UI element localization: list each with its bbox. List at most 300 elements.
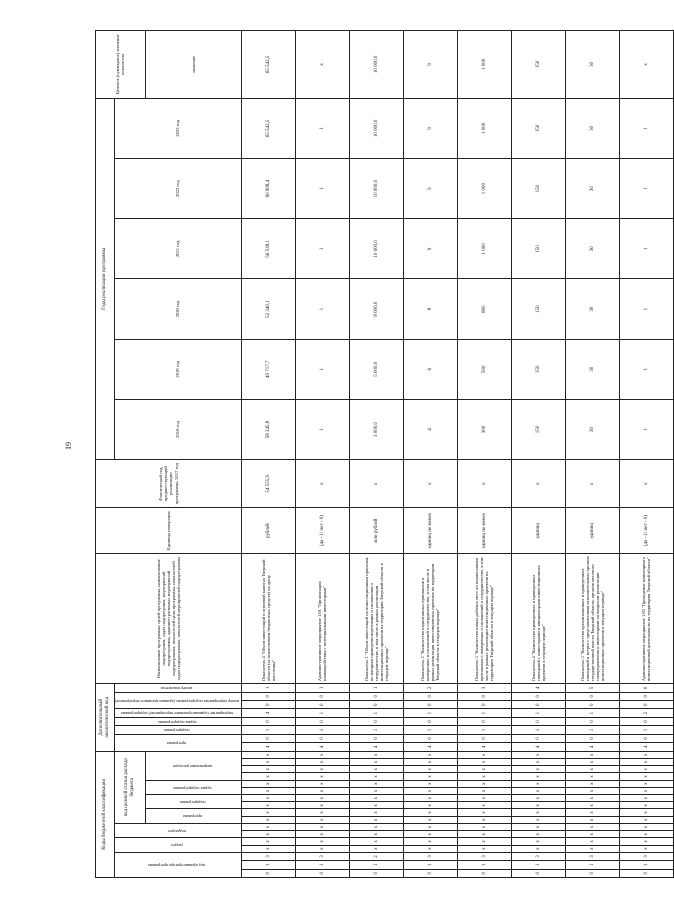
- table-row: [241, 31, 295, 878]
- year-value: 5 000,0: [349, 339, 403, 399]
- y2022-header: 2022 год: [115, 159, 242, 219]
- code-cell: 1: [241, 684, 295, 692]
- code-cell: 0: [511, 717, 565, 725]
- program-code-header: программа: [145, 809, 241, 823]
- year-value: 9: [403, 98, 457, 158]
- row-unit: единиц не менее: [403, 508, 457, 554]
- code-cell: 1: [565, 709, 619, 717]
- year-value: 65 542,5: [241, 98, 295, 158]
- code-cell: 0: [349, 692, 403, 700]
- code-cell: x: [241, 773, 295, 780]
- code-cell: 1: [295, 684, 349, 692]
- code-cell: 0: [403, 700, 457, 708]
- code-cell: x: [511, 751, 565, 758]
- row-unit: единиц: [565, 508, 619, 554]
- year-value: 1: [295, 98, 349, 158]
- table-row: [565, 31, 619, 878]
- code-cell: 4: [349, 743, 403, 751]
- code-cell: x: [349, 751, 403, 758]
- year-value: 1: [295, 339, 349, 399]
- code-cell: x: [565, 831, 619, 838]
- code-cell: x: [349, 766, 403, 773]
- year-value: 10 000,0: [349, 31, 403, 99]
- code-cell: 4: [241, 743, 295, 751]
- year-value: 65 542,5: [241, 31, 295, 99]
- a-indicator-no-header: номер показателя: [115, 684, 242, 692]
- year-value: 1 000: [457, 98, 511, 158]
- year-value: 9: [403, 159, 457, 219]
- year-value: 30: [565, 339, 619, 399]
- code-cell: x: [241, 823, 295, 830]
- code-cell: x: [619, 787, 673, 794]
- year-value: 300: [457, 399, 511, 459]
- year-value: 10 000,0: [349, 98, 403, 158]
- code-cell: x: [619, 780, 673, 787]
- year-value: x: [295, 31, 349, 99]
- year-value: 150: [511, 31, 565, 99]
- subprogram-code-header: подпрограмма: [145, 794, 241, 808]
- code-cell: 0: [511, 869, 565, 877]
- table-row: [349, 31, 403, 878]
- row-name: Показатель 4 "Количество проведенных и проведенных совещаний с инвесторами и инициаторами инвестиционных проектов в текущем периоде": [511, 554, 565, 684]
- code-cell: x: [295, 773, 349, 780]
- code-cell: x: [457, 838, 511, 845]
- code-cell: x: [403, 751, 457, 758]
- fact-year-header: Фактический год, предшествующий реализации программы, 2017 год: [96, 460, 242, 508]
- code-cell: 0: [619, 717, 673, 725]
- code-cell: x: [619, 773, 673, 780]
- row-fact: x: [511, 460, 565, 508]
- year-value: 8: [403, 279, 457, 339]
- code-cell: x: [619, 802, 673, 809]
- code-cell: 1: [295, 709, 349, 717]
- code-cell: x: [241, 845, 295, 852]
- code-cell: x: [565, 766, 619, 773]
- row-name: Показатель 1 "Объем инвестиций по инвестиционным проектам, по которым проведены переговоры и соглашения о сотрудничестве, в том числе в рамках реализации инвестиционных проектов на территории Тверской области в текущем периоде": [349, 554, 403, 684]
- a-indicator-type-header: номер мероприятия подпрограммы (административное мероприятие): [115, 692, 242, 709]
- code-cell: x: [619, 845, 673, 852]
- code-cell: x: [403, 787, 457, 794]
- code-cell: x: [295, 838, 349, 845]
- code-cell: 1: [511, 861, 565, 869]
- row-fact: x: [295, 460, 349, 508]
- code-cell: x: [403, 816, 457, 823]
- year-value: 10 000,0: [349, 219, 403, 279]
- code-cell: x: [565, 794, 619, 801]
- code-cell: x: [457, 794, 511, 801]
- code-cell: x: [565, 780, 619, 787]
- code-cell: 0: [403, 734, 457, 742]
- page-number: 19: [64, 442, 73, 450]
- year-value: 1: [295, 399, 349, 459]
- code-cell: x: [403, 758, 457, 765]
- code-cell: 0: [241, 734, 295, 742]
- year-value: 150: [511, 279, 565, 339]
- year-value: 3 000,0: [349, 399, 403, 459]
- table-row: [295, 31, 349, 878]
- code-cell: x: [349, 802, 403, 809]
- code-cell: 0: [457, 717, 511, 725]
- code-cell: x: [295, 816, 349, 823]
- code-cell: x: [619, 816, 673, 823]
- code-cell: 0: [349, 700, 403, 708]
- code-cell: x: [511, 831, 565, 838]
- code-cell: 3: [619, 852, 673, 860]
- code-cell: x: [511, 773, 565, 780]
- code-cell: x: [241, 838, 295, 845]
- row-fact: x: [619, 460, 673, 508]
- code-cell: x: [511, 816, 565, 823]
- code-cell: x: [619, 831, 673, 838]
- code-cell: x: [403, 845, 457, 852]
- year-value: 30: [565, 98, 619, 158]
- code-cell: x: [241, 766, 295, 773]
- code-cell: 2: [619, 709, 673, 717]
- code-cell: x: [619, 758, 673, 765]
- code-cell: x: [349, 838, 403, 845]
- code-cell: x: [403, 794, 457, 801]
- code-cell: x: [565, 809, 619, 816]
- analytic-code-header: Дополнительный аналитический код: [96, 684, 115, 751]
- y2019-header: 2019 год: [115, 339, 242, 399]
- code-cell: x: [403, 831, 457, 838]
- admin-code-header: код администратора программы: [115, 852, 242, 877]
- year-value: 30: [565, 31, 619, 99]
- code-cell: x: [565, 787, 619, 794]
- code-cell: 0: [565, 717, 619, 725]
- code-cell: x: [511, 780, 565, 787]
- code-cell: 4: [241, 709, 295, 717]
- code-cell: 1: [457, 709, 511, 717]
- code-cell: 0: [565, 869, 619, 877]
- code-cell: 1: [457, 861, 511, 869]
- code-cell: x: [241, 751, 295, 758]
- code-cell: 0: [565, 692, 619, 700]
- code-cell: 4: [457, 743, 511, 751]
- code-cell: 0: [457, 700, 511, 708]
- program-table: [95, 30, 674, 878]
- code-cell: x: [511, 787, 565, 794]
- code-cell: x: [511, 823, 565, 830]
- code-cell: 3: [565, 852, 619, 860]
- code-cell: 0: [511, 692, 565, 700]
- code-cell: 4: [565, 743, 619, 751]
- code-cell: 1: [457, 726, 511, 734]
- code-cell: x: [349, 823, 403, 830]
- a-event-header: мероприятие (административное мероприятие) подпрограммы: [115, 709, 242, 717]
- code-cell: 0: [457, 734, 511, 742]
- code-cell: 0: [295, 692, 349, 700]
- code-cell: 1: [241, 726, 295, 734]
- code-cell: 4: [619, 743, 673, 751]
- code-cell: x: [511, 809, 565, 816]
- code-cell: x: [619, 794, 673, 801]
- code-cell: x: [565, 845, 619, 852]
- podrazdel-header: подраздел: [115, 823, 242, 837]
- year-value: 150: [511, 219, 565, 279]
- code-cell: x: [295, 751, 349, 758]
- code-cell: x: [619, 751, 673, 758]
- code-cell: 1: [403, 709, 457, 717]
- years-header: Годы реализации программы: [96, 98, 115, 459]
- year-value: 60 908,4: [241, 159, 295, 219]
- code-cell: 0: [565, 700, 619, 708]
- code-cell: 1: [565, 726, 619, 734]
- code-cell: 0: [457, 692, 511, 700]
- year-value: 800: [457, 279, 511, 339]
- code-cell: 0: [295, 717, 349, 725]
- row-fact: x: [457, 460, 511, 508]
- code-cell: 4: [511, 684, 565, 692]
- code-cell: 0: [511, 734, 565, 742]
- code-cell: 1: [619, 726, 673, 734]
- code-cell: 0: [403, 717, 457, 725]
- code-cell: x: [565, 838, 619, 845]
- row-fact: 54 555,9: [241, 460, 295, 508]
- code-cell: x: [565, 816, 619, 823]
- code-cell: 0: [241, 869, 295, 877]
- code-cell: 0: [349, 869, 403, 877]
- code-cell: x: [457, 802, 511, 809]
- row-unit: (да - 1/ нет - 0): [295, 508, 349, 554]
- year-value: 9: [403, 31, 457, 99]
- year-value: 500: [457, 339, 511, 399]
- code-cell: 0: [619, 700, 673, 708]
- code-cell: x: [295, 831, 349, 838]
- year-value: 1: [619, 399, 673, 459]
- row-fact: x: [403, 460, 457, 508]
- code-cell: 2: [403, 684, 457, 692]
- code-cell: 0: [565, 734, 619, 742]
- code-cell: x: [349, 787, 403, 794]
- code-cell: x: [295, 758, 349, 765]
- task-code-header: задача подпрограммы: [145, 780, 241, 794]
- code-cell: 0: [619, 692, 673, 700]
- code-cell: x: [457, 773, 511, 780]
- code-cell: x: [457, 751, 511, 758]
- code-cell: x: [295, 809, 349, 816]
- year-value: 150: [511, 159, 565, 219]
- year-value: 1: [619, 339, 673, 399]
- document-sheet: [95, 30, 652, 878]
- code-cell: x: [349, 758, 403, 765]
- code-cell: 0: [241, 700, 295, 708]
- year-value: 1 000: [457, 159, 511, 219]
- row-fact: x: [349, 460, 403, 508]
- code-cell: x: [241, 802, 295, 809]
- year-value: 1: [619, 159, 673, 219]
- year-value: 1: [619, 219, 673, 279]
- year-value: 10 000,0: [349, 159, 403, 219]
- code-cell: 3: [403, 852, 457, 860]
- code-cell: x: [511, 838, 565, 845]
- code-cell: 1: [349, 861, 403, 869]
- row-name: Показатель 4 "Объем инвестиций в основной капитал Тверской области (за исключением бюджетных средств) на душу населения": [241, 554, 295, 684]
- code-cell: x: [295, 780, 349, 787]
- code-cell: 1: [403, 861, 457, 869]
- a-task-header: задача подпрограммы: [115, 717, 242, 725]
- code-cell: x: [619, 766, 673, 773]
- code-cell: x: [511, 766, 565, 773]
- code-cell: 0: [403, 869, 457, 877]
- code-cell: x: [619, 838, 673, 845]
- code-cell: x: [457, 766, 511, 773]
- code-cell: x: [349, 831, 403, 838]
- code-cell: 0: [349, 717, 403, 725]
- row-fact: x: [565, 460, 619, 508]
- code-cell: 0: [619, 869, 673, 877]
- year-value: 150: [511, 399, 565, 459]
- year-value: 1 000: [457, 219, 511, 279]
- code-cell: 5: [565, 684, 619, 692]
- code-cell: x: [403, 838, 457, 845]
- code-cell: x: [457, 845, 511, 852]
- code-cell: x: [295, 823, 349, 830]
- code-cell: x: [511, 845, 565, 852]
- row-name: Административное мероприятие 1.02 "Проведение мониторинга инвестиционной деятельности на территории Тверской области": [619, 554, 673, 684]
- code-cell: x: [457, 780, 511, 787]
- code-cell: x: [565, 802, 619, 809]
- code-cell: 4: [511, 743, 565, 751]
- year-value: 1 000: [457, 31, 511, 99]
- code-cell: 0: [403, 692, 457, 700]
- code-cell: 3: [295, 852, 349, 860]
- budget-codes-header: Коды бюджетной классификации: [96, 751, 115, 877]
- code-cell: x: [457, 758, 511, 765]
- year-value: 30: [565, 279, 619, 339]
- razdel-header: раздел: [115, 838, 242, 852]
- code-cell: x: [241, 780, 295, 787]
- code-cell: 1: [295, 726, 349, 734]
- code-cell: x: [565, 758, 619, 765]
- code-cell: x: [619, 809, 673, 816]
- year-value: 1: [619, 279, 673, 339]
- code-cell: 0: [241, 717, 295, 725]
- code-cell: x: [619, 823, 673, 830]
- code-cell: x: [457, 816, 511, 823]
- year-value: 1: [295, 159, 349, 219]
- code-cell: x: [511, 794, 565, 801]
- row-unit: единиц не менее: [457, 508, 511, 554]
- code-cell: x: [457, 831, 511, 838]
- code-cell: 1: [619, 861, 673, 869]
- code-cell: x: [511, 758, 565, 765]
- year-value: 150: [511, 339, 565, 399]
- year-value: 56 538,1: [241, 219, 295, 279]
- code-cell: x: [349, 845, 403, 852]
- year-value: 150: [511, 98, 565, 158]
- code-cell: 1: [349, 684, 403, 692]
- y2018-header: 2018 год: [115, 399, 242, 459]
- expense-code-header: код целевой статьи расхода бюджета: [115, 751, 146, 823]
- row-unit: (да - 1/ нет - 0): [619, 508, 673, 554]
- row-unit: единиц: [511, 508, 565, 554]
- code-cell: 0: [619, 684, 673, 692]
- code-cell: x: [565, 823, 619, 830]
- code-cell: x: [403, 773, 457, 780]
- unit-header: Единица измерения: [96, 508, 242, 554]
- code-cell: 1: [349, 726, 403, 734]
- year-value: 8 000,0: [349, 279, 403, 339]
- code-cell: x: [403, 780, 457, 787]
- code-cell: x: [241, 816, 295, 823]
- year-value: 30: [565, 399, 619, 459]
- table-row: [619, 31, 673, 878]
- y2020-header: 2020 год: [115, 279, 242, 339]
- code-cell: x: [295, 845, 349, 852]
- code-cell: 2: [349, 852, 403, 860]
- year-value: 1: [295, 279, 349, 339]
- code-cell: x: [295, 802, 349, 809]
- code-cell: x: [295, 787, 349, 794]
- year-value: 1: [619, 98, 673, 158]
- name-header: Наименование программы, целей программы, наименование подпрограмм, задач подпрограмм, мероприятий подпрограммы, административных мероприятий подпрограммы, показателей цели программы, показателей задач подпрограммы, показателей мероприятий подпрограммы: [96, 554, 242, 684]
- code-cell: 0: [295, 700, 349, 708]
- code-cell: x: [349, 809, 403, 816]
- year-value: 9: [403, 219, 457, 279]
- code-cell: x: [403, 823, 457, 830]
- year-value: 30: [565, 219, 619, 279]
- y2023-header: 2023 год: [115, 98, 242, 158]
- row-unit: рублей: [241, 508, 295, 554]
- direction-code-header: направление расходов: [145, 751, 241, 780]
- year-value: 49 717,7: [241, 339, 295, 399]
- year-value: 6: [403, 339, 457, 399]
- code-cell: 1: [565, 861, 619, 869]
- code-cell: 0: [619, 734, 673, 742]
- final-sub-header: значение: [145, 31, 241, 99]
- code-cell: 3: [241, 852, 295, 860]
- code-cell: 3: [511, 852, 565, 860]
- code-cell: x: [241, 831, 295, 838]
- code-cell: 0: [295, 869, 349, 877]
- row-name: Показатель 5 "Количество организованных и проведенных совещаний и встреч с представителями исполнительных органов государственной власти Тверской области, органов местного самоуправления и инвесторами по вопросам реализации инвестиционных проектов в текущем периоде": [565, 554, 619, 684]
- code-cell: x: [349, 794, 403, 801]
- row-name: Показатель 2 "Количество подписанных протоколов о намерениях и соглашений о сотрудничестве, в том числе в рамках реализации инвестиционных проектов на территории Тверской области в текущем периоде": [403, 554, 457, 684]
- code-cell: x: [403, 802, 457, 809]
- row-name: Административное мероприятие 1.01 "Организация взаимодействия с потенциальными инвесторами": [295, 554, 349, 684]
- year-value: 1: [295, 219, 349, 279]
- code-cell: 4: [403, 743, 457, 751]
- code-cell: x: [349, 773, 403, 780]
- code-cell: x: [565, 773, 619, 780]
- code-cell: x: [295, 794, 349, 801]
- table-row: [403, 31, 457, 878]
- code-cell: 1: [511, 709, 565, 717]
- table-row: [511, 31, 565, 878]
- year-value: 30: [565, 159, 619, 219]
- code-cell: 0: [457, 869, 511, 877]
- code-cell: x: [295, 766, 349, 773]
- code-cell: x: [403, 809, 457, 816]
- code-cell: x: [457, 787, 511, 794]
- code-cell: 0: [511, 700, 565, 708]
- code-cell: 0: [295, 734, 349, 742]
- row-unit: млн рублей: [349, 508, 403, 554]
- code-cell: x: [241, 794, 295, 801]
- code-cell: x: [241, 758, 295, 765]
- y2021-header: 2021 год: [115, 219, 242, 279]
- code-cell: 1: [349, 709, 403, 717]
- code-cell: 1: [241, 861, 295, 869]
- a-subprogram-header: подпрограмма: [115, 726, 242, 734]
- a-program-header: программа: [115, 734, 242, 751]
- code-cell: 3: [457, 852, 511, 860]
- code-cell: 3: [457, 684, 511, 692]
- code-cell: 1: [295, 861, 349, 869]
- code-cell: x: [565, 751, 619, 758]
- code-cell: 1: [511, 726, 565, 734]
